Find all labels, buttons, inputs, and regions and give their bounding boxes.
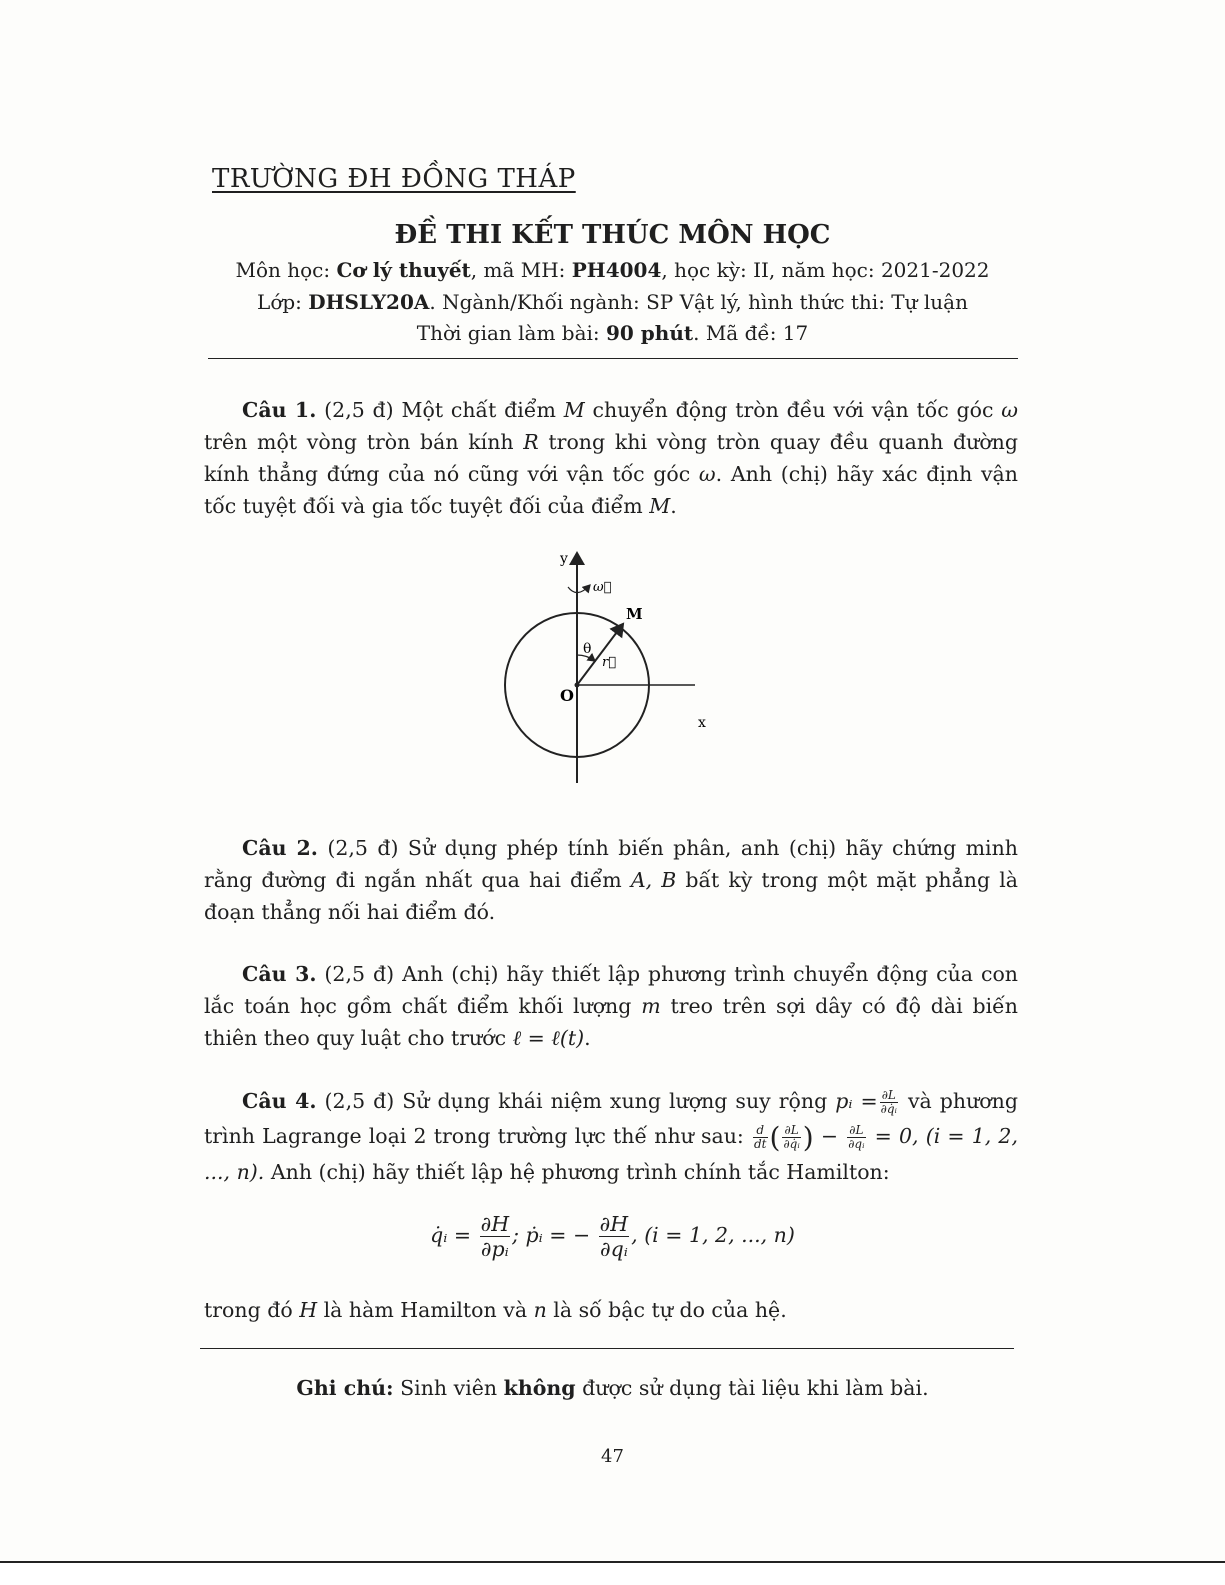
question-4: Câu 4. (2,5 đ) Sử dụng khái niệm xung lượng suy rộng pᵢ = $\frac{\partial L}{\text{∂q̇ᵢ}}$ và phương trình Lagrange loại 2 trong trường lực thế như sau: $\frac{d}{dt}$ ( $\frac{\partial L}{\text{∂q̇ᵢ}}$ ) − $\frac{\partial L}{\text{∂qᵢ}}$ = 0, (i = 1, 2, ..., n). Anh (chị) hãy thiết lập hệ phương trình chính tắc Hamilton: (204, 1088, 1018, 1184)
q1-text: . Anh (chị) hãy xác định vận tốc tuyệt đối và gia tốc tuyệt đối của điểm (204, 462, 1018, 518)
q4-var: n (533, 1298, 547, 1322)
q1-var: M (649, 494, 671, 518)
q2-var: A, B (630, 868, 677, 892)
eq-part: ; ṗᵢ = − (512, 1223, 591, 1247)
q4-text: (2,5 đ) Sử dụng khái niệm xung lượng suy rộng (316, 1089, 836, 1113)
q4-text: là số bậc tự do của hệ. (546, 1298, 787, 1322)
question-2-label: Câu 2. (242, 836, 318, 860)
q4-fraction: $\frac{\partial L}{\text{∂q̇ᵢ}}$ (880, 1088, 897, 1116)
header-rule (208, 358, 1018, 359)
q1-text: trên một vòng tròn bán kính (204, 430, 524, 454)
q4-text: là hàm Hamilton và (317, 1298, 534, 1322)
major-info: . Ngành/Khối ngành: SP Vật lý, hình thức thi: Tự luận (429, 290, 968, 314)
page-number: 47 (601, 1446, 624, 1467)
q4-fraction: $\frac{\partial L}{\text{∂q̇ᵢ}}$ (783, 1123, 800, 1151)
question-2 (204, 832, 1018, 928)
page-edge (0, 1561, 1225, 1585)
exam-code: . Mã đề: 17 (693, 321, 809, 345)
r-label: r⃗ (602, 655, 617, 670)
q1-text: (2,5 đ) Một chất điểm (316, 398, 564, 422)
note-label: Ghi chú: (296, 1376, 394, 1400)
question-1 (204, 394, 1018, 522)
q4-fraction: $\frac{d}{dt}$ (754, 1123, 767, 1151)
eq-part: , (i = 1, 2, ..., n) (631, 1223, 795, 1247)
eq-part: q̇ᵢ = (430, 1223, 472, 1247)
eq-fraction: $\frac{\partial H}{\text{∂qᵢ}}$ (599, 1212, 629, 1261)
q3-text: . (584, 1026, 591, 1050)
note (0, 1376, 1225, 1400)
course-code-label: , mã MH: (470, 258, 572, 282)
omega-arc (568, 585, 590, 593)
question-3-label: Câu 3. (242, 962, 317, 986)
semester-info: , học kỳ: II, năm học: 2021-2022 (661, 258, 990, 282)
q2-text: bất kỳ trong một mặt phẳng là đoạn thẳng nối hai điểm đó. (204, 868, 1018, 924)
q4-math: pᵢ = (835, 1089, 878, 1113)
header-line-3 (0, 321, 1225, 345)
q1-text: trong khi vòng tròn quay đều quanh đường kính thẳng đứng của nó cũng với vận tốc góc (204, 430, 1018, 486)
point-label: M (626, 605, 643, 623)
note-text: được sử dụng tài liệu khi làm bài. (575, 1376, 929, 1400)
q4-text: và phương trình Lagrange loại 2 trong trường lực thế như sau: (204, 1089, 1018, 1148)
y-label: y (560, 551, 568, 567)
eq-fraction: $\frac{\partial H}{\text{∂pᵢ}}$ (480, 1212, 510, 1261)
q1-text: . (670, 494, 677, 518)
q4-fraction: $\frac{\partial L}{\text{∂qᵢ}}$ (848, 1123, 865, 1151)
question-4-label: Câu 4. (242, 1089, 317, 1113)
course-name: Cơ lý thuyết (336, 258, 471, 282)
angle-label: θ (583, 641, 592, 657)
school-name: TRƯỜNG ĐH ĐỒNG THÁP (212, 164, 576, 194)
origin-dot (575, 683, 580, 688)
q3-var: ℓ = ℓ(t) (512, 1026, 585, 1050)
rotating-circle-figure (490, 545, 720, 785)
q4-math: = 0, (i = 1, 2, ..., n). (204, 1124, 1018, 1184)
question-3 (204, 958, 1018, 1054)
omega-label: ω⃗ (593, 580, 612, 595)
question-1-label: Câu 1. (242, 398, 317, 422)
footer-rule (200, 1348, 1014, 1349)
origin-label: O (560, 686, 574, 705)
hamilton-equations (0, 1212, 1225, 1261)
q4-text: trong đó (204, 1298, 300, 1322)
header-line-2 (0, 290, 1225, 314)
class-label: Lớp: (257, 290, 309, 314)
q3-text: (2,5 đ) Anh (chị) hãy thiết lập phương trình chuyển động của con lắc toán học gồm chất điểm khối lượng (204, 962, 1018, 1018)
q3-text: treo trên sợi dây có độ dài biến thiên theo quy luật cho trước (204, 994, 1018, 1050)
course-label: Môn học: (235, 258, 337, 282)
q1-var: ω (698, 462, 716, 486)
duration: 90 phút (606, 321, 694, 345)
question-4-conclusion (204, 1294, 1018, 1326)
q4-text: Anh (chị) hãy thiết lập hệ phương trình chính tắc Hamilton: (264, 1160, 890, 1184)
x-label: x (698, 715, 706, 731)
header-line-1 (0, 258, 1225, 282)
q1-var: R (523, 430, 539, 454)
q1-var: ω (1001, 398, 1019, 422)
q2-text: (2,5 đ) Sử dụng phép tính biến phân, anh (chị) hãy chứng minh rằng đường đi ngắn nhất qua hai điểm (204, 836, 1019, 892)
note-bold: không (503, 1376, 576, 1400)
duration-label: Thời gian làm bài: (416, 321, 606, 345)
q1-text: chuyển động tròn đều với vận tốc góc (584, 398, 1002, 422)
q4-math: − (820, 1124, 839, 1148)
q3-var: m (641, 994, 661, 1018)
exam-title: ĐỀ THI KẾT THÚC MÔN HỌC (394, 220, 831, 250)
note-text: Sinh viên (393, 1376, 504, 1400)
q4-var: H (299, 1298, 318, 1322)
class-code: DHSLY20A (308, 290, 430, 314)
q1-var: M (563, 398, 585, 422)
course-code: PH4004 (571, 258, 662, 282)
